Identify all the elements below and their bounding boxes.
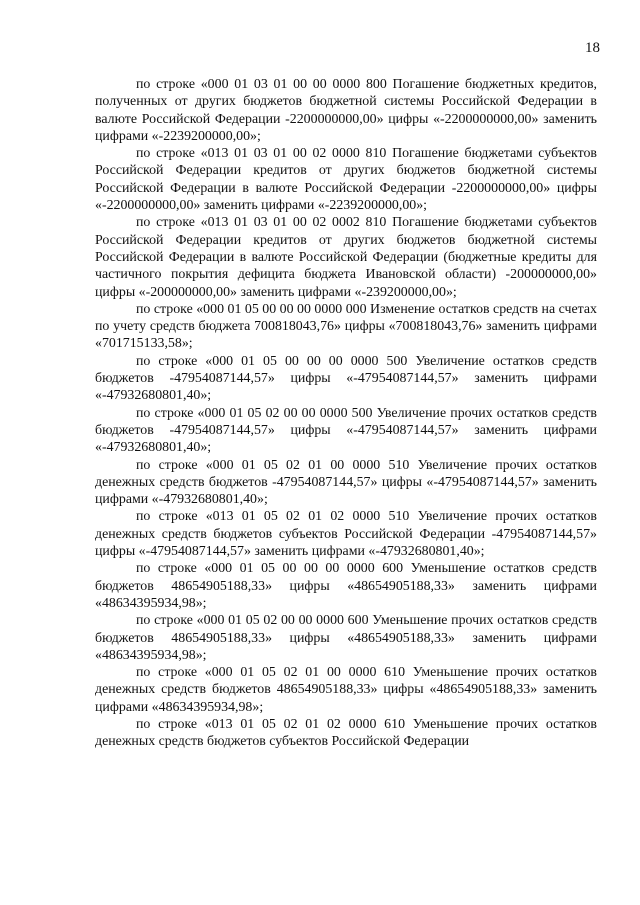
paragraph: по строке «013 01 03 01 00 02 0002 810 Погашение бюджетами субъектов Российской Федерации кредитов от других бюджетов бюджетной системы Российской Федерации в валюте Российской Федерации (бюджетные кредиты для частичного покрытия дефицита бюджета Ивановской области) -200000000,00» цифры «-200000000,00» заменить цифрами «-239200000,00»; <box>95 215 597 300</box>
paragraph: по строке «000 01 05 02 01 00 0000 610 Уменьшение прочих остатков денежных средств бюджетов 48654905188,33» цифры «48654905188,33» заменить цифрами «48634395934,98»; <box>95 665 597 715</box>
paragraph: по строке «013 01 05 02 01 02 0000 510 Увеличение прочих остатков денежных средств бюджетов субъектов Российской Федерации -47954087144,57» цифры «-47954087144,57» заменить цифрами «-47932680801,40»; <box>95 509 597 560</box>
paragraph: по строке «000 01 05 02 00 00 0000 500 Увеличение прочих остатков средств бюджетов -47954087144,57» цифры «-47954087144,57» заменить цифрами «-47932680801,40»; <box>95 405 597 456</box>
paragraph: по строке «000 01 05 00 00 00 0000 000 Изменение остатков средств на счетах по учету средств бюджета 700818043,76» цифры «700818043,76» заменить цифрами «701715133,58»; <box>95 301 597 352</box>
paragraph: по строке «013 01 03 01 00 02 0000 810 Погашение бюджетами субъектов Российской Федерации кредитов от других бюджетов бюджетной системы Российской Федерации в валюте Российской Федерации -2200000000,00» цифры «-2200000000,00» заменить цифрами «-2239200000,00»; <box>95 146 597 214</box>
paragraph: по строке «000 01 05 02 01 00 0000 510 Увеличение прочих остатков денежных средств бюджетов -47954087144,57» цифры «-47954087144,57» заменить цифрами «-47932680801,40»; <box>95 457 597 508</box>
paragraph: по строке «000 01 03 01 00 00 0000 800 Погашение бюджетных кредитов, полученных от других бюджетов бюджетной системы Российской Федерации в валюте Российской Федерации -2200000000,00» цифры «-2200000000,00» заменить цифрами «-2239200000,00»; <box>95 77 597 144</box>
page-number: 18 <box>585 40 600 56</box>
paragraph: по строке «000 01 05 02 00 00 0000 600 Уменьшение прочих остатков средств бюджетов 48654905188,33» цифры «48654905188,33» заменить цифрами «48634395934,98»; <box>95 613 597 663</box>
paragraph: по строке «000 01 05 00 00 00 0000 600 Уменьшение остатков средств бюджетов 48654905188,33» цифры «48654905188,33» заменить цифрами «48634395934,98»; <box>95 561 597 611</box>
document-body <box>95 76 597 751</box>
paragraph: по строке «000 01 05 00 00 00 0000 500 Увеличение остатков средств бюджетов -47954087144,57» цифры «-47954087144,57» заменить цифрами «-47932680801,40»; <box>95 353 597 404</box>
paragraph: по строке «013 01 05 02 01 02 0000 610 Уменьшение прочих остатков денежных средств бюджетов субъектов Российской Федерации <box>95 716 597 750</box>
